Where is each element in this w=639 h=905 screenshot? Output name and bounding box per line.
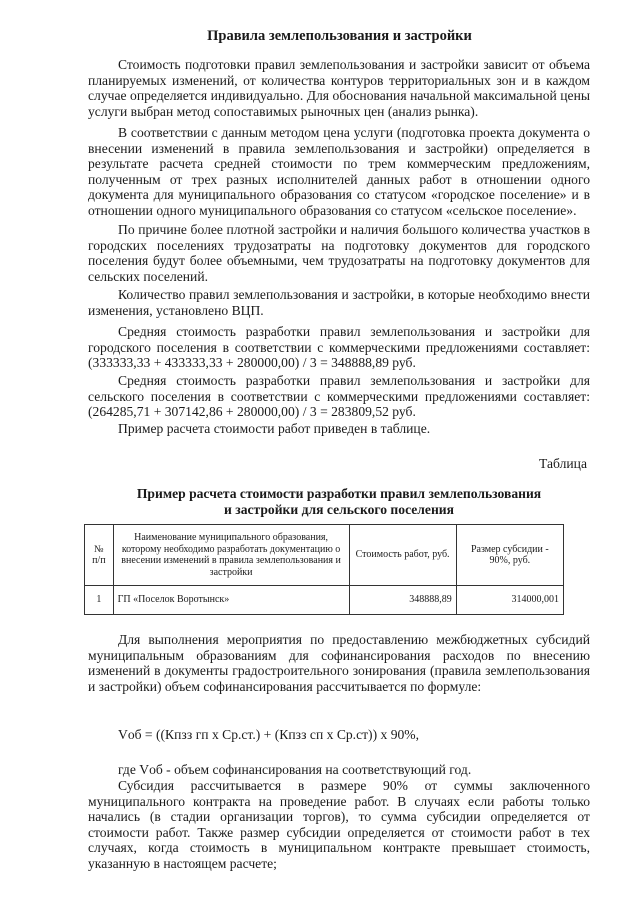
- paragraph-quantity: Количество правил землепользования и застройки, в которые необходимо внести изменения, установлено ВЦП.: [88, 287, 590, 318]
- paragraph-urban-reason: По причине более плотной застройки и наличия большого количества участков в городских поселениях трудозатраты на подготовку документов для городского поселения будут более объемными, чем трудозатраты на подготовку документов для сельских поселений.: [88, 222, 590, 284]
- cell-municipality: ГП «Поселок Воротынск»: [113, 586, 349, 615]
- table-title-line-2: и застройки для сельского поселения: [224, 501, 454, 517]
- paragraph-cost-intro: Стоимость подготовки правил землепользования и застройки зависит от объема планируемых изменений, от количества контуров территориальных зон и в каждом случае определяется индивидуально. Для обоснования начальной максимальной цены услуги выбран метод сопоставимых рыночных цен (анализ рынка).: [88, 57, 590, 119]
- paragraph-method: В соответствии с данным методом цена услуги (подготовка проекта документа о внесении изменений в правила землепользования и застройки) определяется в результате расчета средней стоимости по трем коммерческим предложениям, полученным от трех разных исполнителей данных работ в отношении одного документа для муниципального образования со статусом «городское поселение» и в отношении одного муниципального образования со статусом «сельское поселение».: [88, 125, 590, 218]
- page-title: Правила землепользования и застройки: [207, 28, 472, 44]
- table-header-row: [85, 525, 564, 586]
- cell-number: 1: [85, 586, 114, 615]
- paragraph-subsidy-formula-intro: Для выполнения мероприятия по предоставлению межбюджетных субсидий муниципальным образованиям для софинансирования расходов по внесению изменений в документы градостроительного зонирования (правила землепользования и застройки) объем софинансирования рассчитывается по формуле:: [88, 632, 590, 694]
- paragraph-subsidy-rules: Субсидия рассчитывается в размере 90% от суммы заключенного муниципального контракта на проведение работ. В случаях если работы только начались (в стадии организации торгов), то сумма субсидии определяется от стоимости работ. Также размер субсидии определяется от стоимости работ в тех случаях, когда стоимость в муниципальном контракте превышает стоимость, указанную в настоящем расчете;: [88, 778, 590, 871]
- paragraph-definition: где Vоб - объем софинансирования на соответствующий год.: [118, 762, 472, 777]
- paragraph-urban-average: Средняя стоимость разработки правил землепользования и застройки для городского поселения в соответствии с коммерческими предложениями составляет: (333333,33 + 433333,33 + 280000,00) / 3 = 348888,89 руб.: [88, 324, 590, 371]
- table-title: [88, 486, 590, 517]
- paragraph-rural-average: Средняя стоимость разработки правил землепользования и застройки для сельского поселения в соответствии с коммерческими предложениями составляет: (264285,71 + 307142,86 + 280000,00) / 3 = 283809,52 руб.: [88, 373, 590, 420]
- formula: Vоб = ((Кпзз гп х Ср.ст.) + (Кпзз сп х Ср.ст)) х 90%,: [118, 727, 420, 742]
- table-row: [85, 586, 564, 615]
- cell-cost: 348888,89: [349, 586, 456, 615]
- paragraph-table-ref: Пример расчета стоимости работ приведен в таблице.: [118, 421, 431, 436]
- cell-subsidy: 314000,001: [456, 586, 563, 615]
- header-number: № п/п: [85, 525, 114, 586]
- header-cost: Стоимость работ, руб.: [349, 525, 456, 586]
- table-tag: Таблица: [539, 456, 587, 471]
- header-subsidy: Размер субсидии - 90%, руб.: [456, 525, 563, 586]
- table-title-line-1: Пример расчета стоимости разработки правил землепользования: [136, 486, 542, 501]
- calculation-table: [84, 524, 564, 615]
- header-municipality: Наименование муниципального образования, которому необходимо разработать документацию о внесении изменений в правила землепользования и застройки: [113, 525, 349, 586]
